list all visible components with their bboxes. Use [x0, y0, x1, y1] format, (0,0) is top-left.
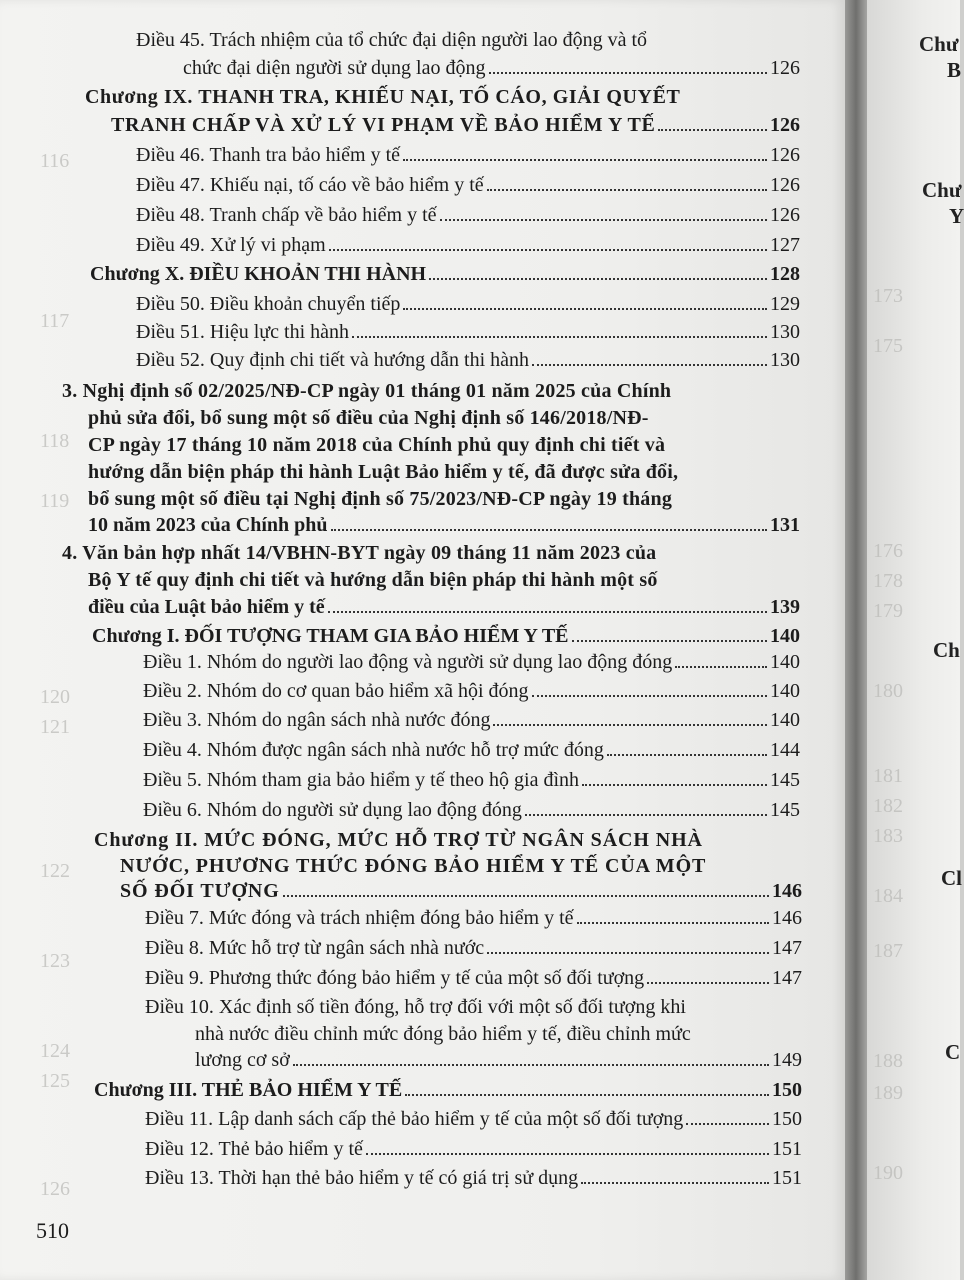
bleed-through-number: 188 [873, 1050, 903, 1072]
toc-entry-dieu-10-line2: nhà nước điều chỉnh mức đóng bảo hiểm y tế, điều chỉnh mức [195, 1023, 691, 1045]
toc-entry-dieu-47 [136, 171, 800, 199]
toc-entry-label: Chương III. THẺ BẢO HIỂM Y TẾ [94, 1079, 403, 1101]
right-page-fragment: B [947, 58, 962, 82]
toc-entry-label: Điều 11. Lập danh sách cấp thẻ bảo hiểm y tế của một số đối tượng [145, 1108, 684, 1130]
toc-page-number: 126 [770, 144, 800, 166]
toc-chapter-9-line1: Chương IX. THANH TRA, KHIẾU NẠI, TỐ CÁO, GIẢI QUYẾT [85, 86, 681, 108]
toc-page-number: 144 [770, 739, 800, 761]
bleed-through-number: 123 [40, 950, 70, 972]
toc-entry-label: Điều 4. Nhóm được ngân sách nhà nước hỗ trợ mức đóng [143, 739, 604, 761]
toc-entry-dieu-13 [145, 1164, 802, 1192]
dot-leader [607, 754, 767, 756]
bleed-through-number: 179 [873, 600, 903, 622]
toc-entry-dieu-1 [143, 648, 800, 676]
toc-entry-label: chức đại diện người sử dụng lao động [183, 57, 486, 79]
toc-entry-label: Điều 6. Nhóm do người sử dụng lao động đóng [143, 799, 522, 821]
book-gutter [845, 0, 867, 1280]
page-number: 510 [36, 1218, 69, 1243]
toc-entry-dieu-49 [136, 231, 800, 259]
toc-entry-label: Điều 46. Thanh tra bảo hiểm y tế [136, 144, 401, 166]
bleed-through-number: 126 [40, 1178, 70, 1200]
toc-page-number: 140 [770, 651, 800, 673]
bleed-through-number: 182 [873, 795, 903, 817]
toc-section-3-line1: 3. Nghị định số 02/2025/NĐ-CP ngày 01 tháng 01 năm 2025 của Chính [62, 380, 672, 402]
toc-entry-dieu-2 [143, 677, 800, 705]
right-page-fragment: Chư [919, 32, 959, 56]
toc-page-number: 140 [770, 625, 800, 647]
toc-entry-dieu-45 [183, 54, 800, 82]
toc-entry-label: TRANH CHẤP VÀ XỬ LÝ VI PHẠM VỀ BẢO HIỂM Y TẾ [111, 114, 656, 136]
toc-entry-label: điều của Luật bảo hiểm y tế [88, 596, 325, 618]
toc-page-number: 127 [770, 234, 800, 256]
bleed-through-number: 187 [873, 940, 903, 962]
toc-entry-label: Điều 2. Nhóm do cơ quan bảo hiểm xã hội đóng [143, 680, 529, 702]
toc-page-number: 126 [770, 174, 800, 196]
toc-chapter-9 [111, 111, 800, 139]
toc-section-4-line1: 4. Văn bản hợp nhất 14/VBHN-BYT ngày 09 tháng 11 năm 2023 của [62, 542, 657, 564]
toc-page-number: 129 [770, 293, 800, 315]
bleed-through-number: 189 [873, 1082, 903, 1104]
right-page-fragment: Y [949, 204, 964, 228]
toc-page-number: 130 [770, 321, 800, 343]
toc-entry-dieu-5 [143, 766, 800, 794]
bleed-through-number: 175 [873, 335, 903, 357]
dot-leader [577, 922, 769, 924]
toc-page-number: 146 [772, 907, 802, 929]
toc-entry-label: Điều 49. Xử lý vi phạm [136, 234, 326, 256]
toc-entry-label: Điều 9. Phương thức đóng bảo hiểm y tế của một số đối tượng [145, 967, 645, 989]
toc-section-4 [88, 593, 800, 621]
toc-entry-label: Điều 12. Thẻ bảo hiểm y tế [145, 1138, 363, 1160]
bleed-through-number: 120 [40, 686, 70, 708]
toc-entry-dieu-10 [195, 1046, 802, 1074]
bleed-through-number: 122 [40, 860, 70, 882]
toc-entry-label: Điều 1. Nhóm do người lao động và người sử dụng lao động đóng [143, 651, 673, 673]
right-page-edge [867, 0, 964, 1280]
toc-entry-label: Điều 5. Nhóm tham gia bảo hiểm y tế theo hộ gia đình [143, 769, 580, 791]
toc-entry-dieu-48 [136, 201, 800, 229]
dot-leader [405, 1094, 769, 1096]
dot-leader [366, 1153, 769, 1155]
toc-entry-dieu-3 [143, 706, 800, 734]
dot-leader [283, 895, 769, 897]
bleed-through-number: 121 [40, 716, 70, 738]
bleed-through-number: 178 [873, 570, 903, 592]
bleed-through-number: 181 [873, 765, 903, 787]
toc-section-3-line3: CP ngày 17 tháng 10 năm 2018 của Chính phủ quy định chi tiết và [88, 434, 666, 456]
toc-entry-dieu-51 [136, 318, 800, 346]
bleed-through-number: 184 [873, 885, 903, 907]
dot-leader [489, 72, 768, 74]
bleed-through-number: 180 [873, 680, 903, 702]
toc-page-number: 147 [772, 967, 802, 989]
dot-leader [331, 529, 767, 531]
right-page-fragment: C [945, 1040, 961, 1064]
toc-chapter-3 [94, 1076, 802, 1104]
toc-entry-dieu-9 [145, 964, 802, 992]
dot-leader [403, 159, 767, 161]
dot-leader [582, 784, 767, 786]
toc-entry-dieu-52 [136, 346, 800, 374]
right-page-fragment: Cl [941, 866, 962, 890]
toc-entry-label: Điều 8. Mức hỗ trợ từ ngân sách nhà nước [145, 937, 485, 959]
dot-leader [440, 219, 768, 221]
toc-section-3-line2: phủ sửa đổi, bổ sung một số điều của Nghị định số 146/2018/NĐ- [88, 407, 649, 429]
toc-entry-label: Điều 47. Khiếu nại, tố cáo về bảo hiểm y tế [136, 174, 484, 196]
toc-section-3 [88, 511, 800, 539]
toc-page-number: 145 [770, 799, 800, 821]
toc-entry-dieu-8 [145, 934, 802, 962]
toc-entry-label: Điều 48. Tranh chấp về bảo hiểm y tế [136, 204, 437, 226]
toc-entry-dieu-46 [136, 141, 800, 169]
dot-leader [493, 724, 767, 726]
dot-leader [329, 249, 767, 251]
toc-section-4-line2: Bộ Y tế quy định chi tiết và hướng dẫn biện pháp thi hành một số [88, 569, 658, 591]
dot-leader [572, 640, 768, 642]
toc-chapter-2 [120, 877, 802, 905]
toc-page-number: 145 [770, 769, 800, 791]
toc-page-number: 126 [770, 57, 800, 79]
dot-leader [675, 666, 767, 668]
dot-leader [581, 1182, 769, 1184]
dot-leader [647, 982, 769, 984]
toc-entry-label: lương cơ sở [195, 1049, 290, 1071]
toc-entry-dieu-11 [145, 1105, 802, 1133]
toc-section-3-line4: hướng dẫn biện pháp thi hành Luật Bảo hiểm y tế, đã được sửa đổi, [88, 461, 679, 483]
dot-leader [487, 952, 769, 954]
dot-leader [403, 308, 767, 310]
toc-entry-label: SỐ ĐỐI TƯỢNG [120, 880, 280, 902]
bleed-through-number: 183 [873, 825, 903, 847]
dot-leader [293, 1064, 769, 1066]
toc-entry-label: Điều 51. Hiệu lực thi hành [136, 321, 350, 343]
toc-entry-label: Chương X. ĐIỀU KHOẢN THI HÀNH [90, 263, 427, 285]
bleed-through-number: 176 [873, 540, 903, 562]
toc-page-number: 130 [770, 349, 800, 371]
bleed-through-number: 118 [40, 430, 70, 452]
toc-chapter-1 [92, 622, 800, 650]
toc-entry-dieu-10-line1: Điều 10. Xác định số tiền đóng, hỗ trợ đối với một số đối tượng khi [145, 996, 686, 1018]
toc-page-number: 131 [770, 514, 800, 536]
bleed-through-number: 124 [40, 1040, 70, 1062]
toc-chapter-10 [90, 260, 800, 288]
toc-entry-label: Điều 7. Mức đóng và trách nhiệm đóng bảo hiểm y tế [145, 907, 574, 929]
dot-leader [429, 278, 767, 280]
bleed-through-number: 119 [40, 490, 70, 512]
toc-page-number: 140 [770, 680, 800, 702]
toc-page-number: 151 [772, 1167, 802, 1189]
toc-page-number: 126 [770, 114, 800, 136]
toc-entry-label: Điều 52. Quy định chi tiết và hướng dẫn thi hành [136, 349, 530, 371]
toc-entry-dieu-4 [143, 736, 800, 764]
toc-page-number: 126 [770, 204, 800, 226]
toc-page-number: 140 [770, 709, 800, 731]
toc-entry-dieu-50 [136, 290, 800, 318]
toc-entry-dieu-12 [145, 1135, 802, 1163]
toc-page-number: 139 [770, 596, 800, 618]
bleed-through-number: 117 [40, 310, 70, 332]
toc-entry-dieu-6 [143, 796, 800, 824]
dot-leader [532, 364, 767, 366]
toc-entry-label: Điều 3. Nhóm do ngân sách nhà nước đóng [143, 709, 491, 731]
dot-leader [352, 336, 767, 338]
bleed-through-number: 190 [873, 1162, 903, 1184]
toc-entry-label: 10 năm 2023 của Chính phủ [88, 514, 328, 536]
dot-leader [487, 189, 767, 191]
toc-entry-dieu-45-line1: Điều 45. Trách nhiệm của tổ chức đại diện người lao động và tổ [136, 29, 648, 51]
bleed-through-number: 116 [40, 150, 70, 172]
toc-page-number: 146 [772, 880, 802, 902]
toc-chapter-2-line1: Chương II. MỨC ĐÓNG, MỨC HỖ TRỢ TỪ NGÂN SÁCH NHÀ [94, 829, 703, 851]
right-page-fragment: Chư [922, 178, 962, 202]
toc-entry-dieu-7 [145, 904, 802, 932]
toc-entry-label: Điều 50. Điều khoản chuyển tiếp [136, 293, 401, 315]
toc-page-number: 149 [772, 1049, 802, 1071]
toc-chapter-2-line2: NƯỚC, PHƯƠNG THỨC ĐÓNG BẢO HIỂM Y TẾ CỦA MỘT [120, 855, 707, 877]
toc-page-number: 151 [772, 1138, 802, 1160]
toc-entry-label: Chương I. ĐỐI TƯỢNG THAM GIA BẢO HIỂM Y TẾ [92, 625, 569, 647]
toc-page-number: 150 [772, 1108, 802, 1130]
dot-leader [525, 814, 767, 816]
dot-leader [658, 129, 767, 131]
dot-leader [686, 1123, 769, 1125]
dot-leader [532, 695, 767, 697]
toc-page-number: 150 [772, 1079, 802, 1101]
toc-entry-label: Điều 13. Thời hạn thẻ bảo hiểm y tế có giá trị sử dụng [145, 1167, 579, 1189]
bleed-through-number: 125 [40, 1070, 70, 1092]
dot-leader [328, 611, 767, 613]
toc-page-number: 147 [772, 937, 802, 959]
toc-section-3-line5: bổ sung một số điều tại Nghị định số 75/2023/NĐ-CP ngày 19 tháng [88, 488, 673, 510]
toc-page-number: 128 [770, 263, 800, 285]
bleed-through-number: 173 [873, 285, 903, 307]
right-page-fragment: Ch [933, 638, 960, 662]
